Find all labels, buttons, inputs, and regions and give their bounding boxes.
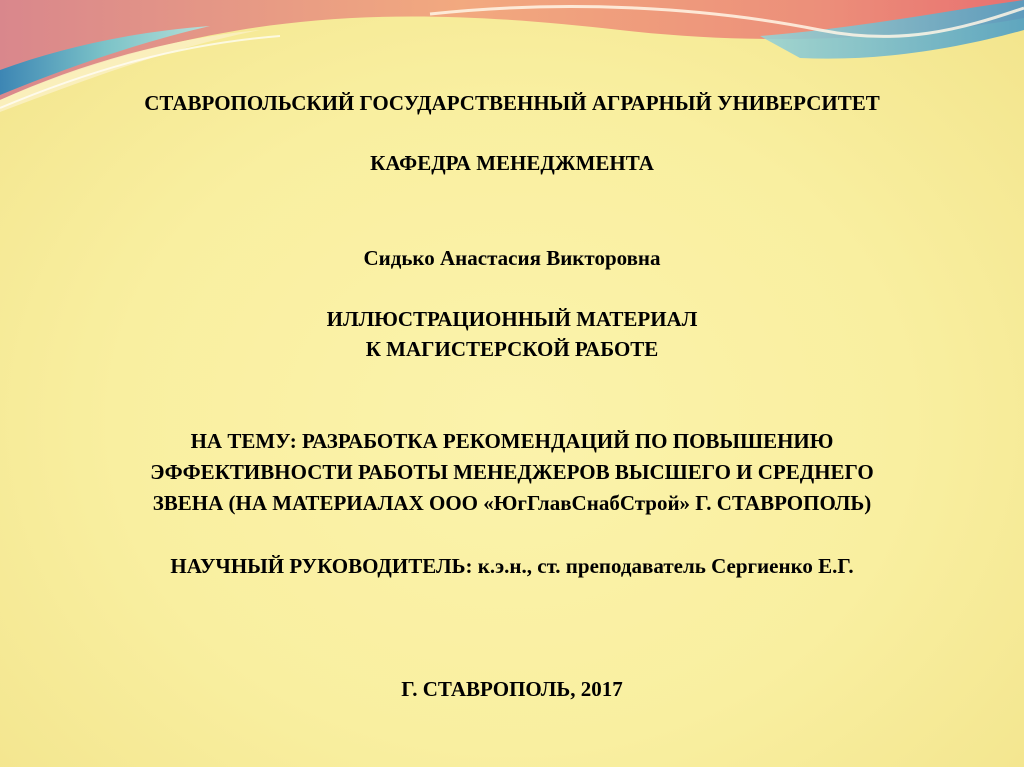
material-title-line-1: ИЛЛЮСТРАЦИОННЫЙ МАТЕРИАЛ bbox=[326, 307, 698, 331]
topic-line-3: ЗВЕНА (НА МАТЕРИАЛАХ ООО «ЮгГлавСнабСтрой» Г. СТАВРОПОЛЬ) bbox=[152, 491, 872, 515]
city-year: Г. СТАВРОПОЛЬ, 2017 bbox=[401, 677, 623, 701]
university-title: СТАВРОПОЛЬСКИЙ ГОСУДАРСТВЕННЫЙ АГРАРНЫЙ УНИВЕРСИТЕТ bbox=[144, 91, 880, 115]
author-name: Сидько Анастасия Викторовна bbox=[363, 246, 661, 270]
topic-line-2: ЭФФЕКТИВНОСТИ РАБОТЫ МЕНЕДЖЕРОВ ВЫСШЕГО И СРЕДНЕГО bbox=[150, 460, 874, 484]
department-title: КАФЕДРА МЕНЕДЖМЕНТА bbox=[370, 151, 654, 175]
topic-line-1: НА ТЕМУ: РАЗРАБОТКА РЕКОМЕНДАЦИЙ ПО ПОВЫШЕНИЮ bbox=[190, 429, 834, 453]
supervisor-line: НАУЧНЫЙ РУКОВОДИТЕЛЬ: к.э.н., ст. преподаватель Сергиенко Е.Г. bbox=[170, 554, 854, 578]
material-title-line-2: К МАГИСТЕРСКОЙ РАБОТЕ bbox=[365, 337, 659, 361]
